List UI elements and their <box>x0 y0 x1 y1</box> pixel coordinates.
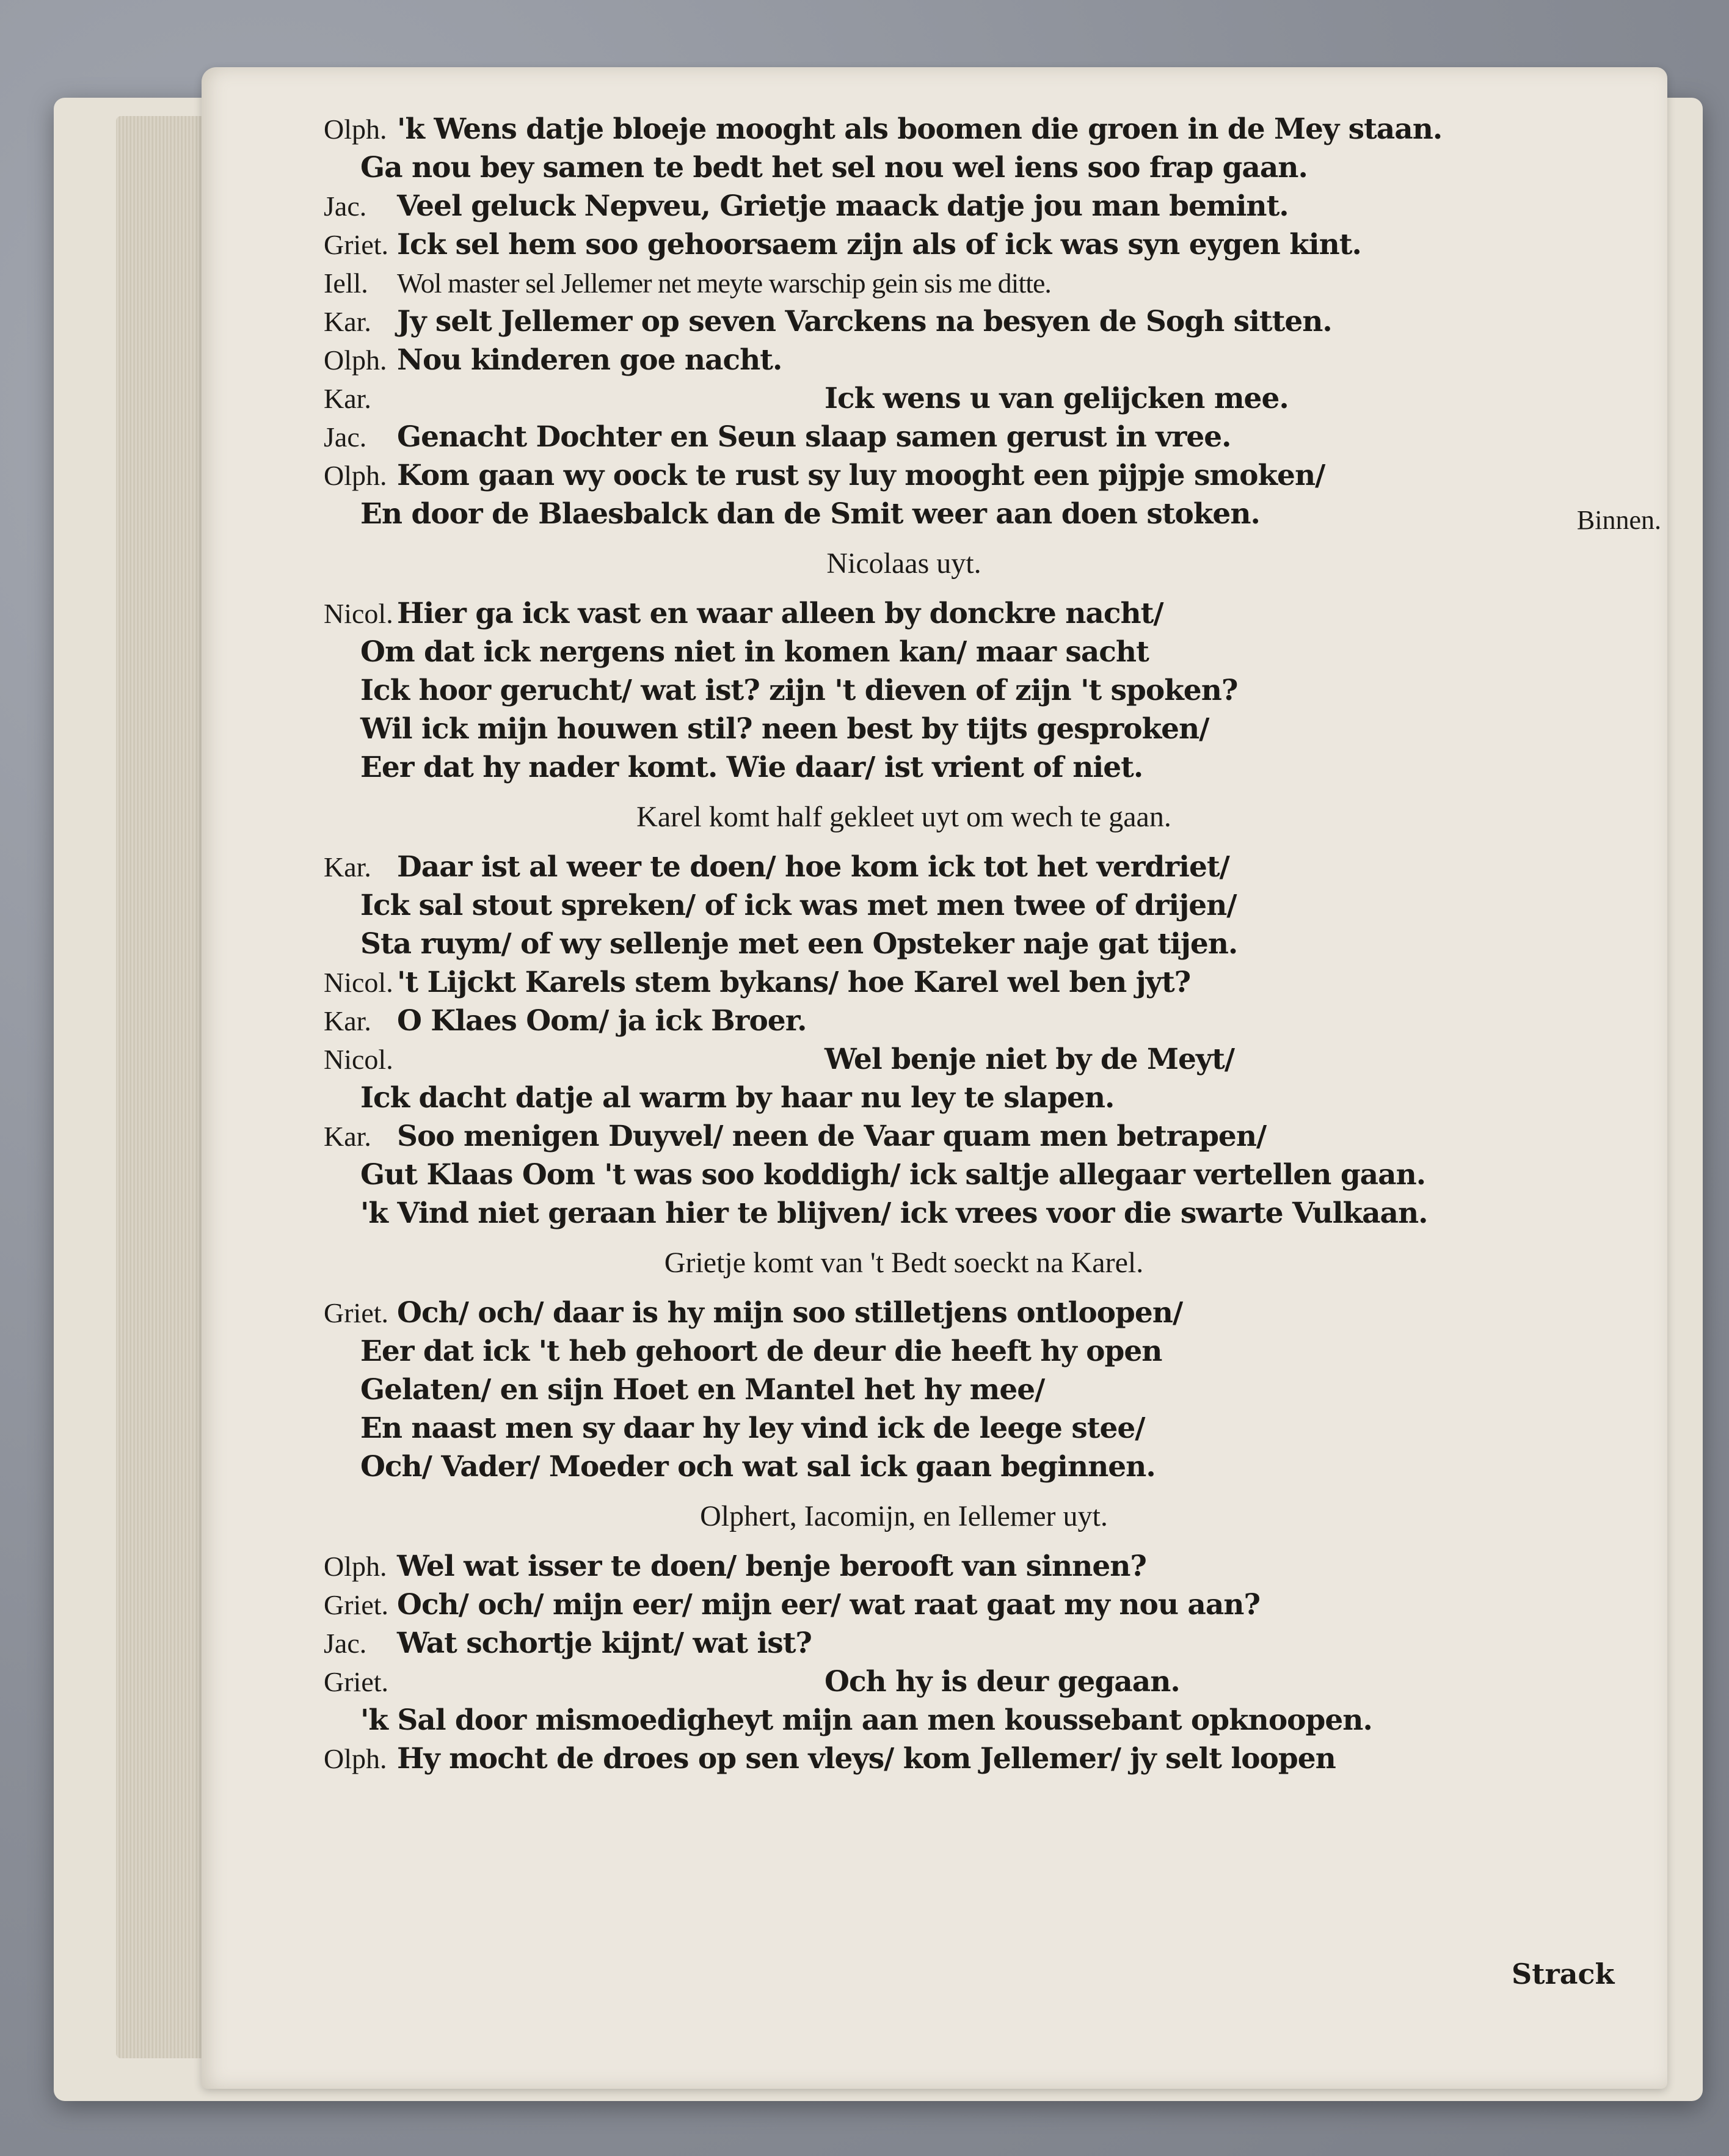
line-text: Jy selt Jellemer op seven Varckens na besyen de Sogh sitten. <box>397 305 1332 338</box>
dialogue-line <box>324 225 1637 264</box>
dialogue-line <box>324 1624 1637 1663</box>
line-text: Wol master sel Jellemer net meyte warschip gein sis me ditte. <box>397 268 1051 299</box>
line-text: Hier ga ick vast en waar alleen by donckre nacht/ <box>397 597 1163 630</box>
dialogue-line <box>324 1371 1637 1409</box>
line-text: 'k Vind niet geraan hier te blijven/ ick vrees voor die swarte Vulkaan. <box>360 1196 1428 1230</box>
dialogue-line <box>324 748 1637 787</box>
dialogue-line <box>324 379 1637 418</box>
play-text <box>324 110 1661 1778</box>
dialogue-line <box>324 886 1637 925</box>
dialogue-line <box>324 1294 1637 1332</box>
dialogue-line <box>324 963 1637 1002</box>
dialogue-line <box>324 1448 1637 1486</box>
speaker: Nicol. <box>324 967 393 998</box>
line-text: Kom gaan wy oock te rust sy luy mooght een pijpje smoken/ <box>397 459 1325 492</box>
dialogue-line <box>324 418 1637 456</box>
dialogue-line <box>324 110 1637 148</box>
line-text: 'k Sal door mismoedigheyt mijn aan men koussebant opknoopen. <box>360 1703 1372 1737</box>
dialogue-line <box>324 1547 1637 1586</box>
line-text: Och/ Vader/ Moeder och wat sal ick gaan beginnen. <box>360 1450 1156 1484</box>
speaker: Kar. <box>324 383 371 414</box>
line-text: Om dat ick nergens niet in komen kan/ maar sacht <box>360 635 1149 669</box>
catchword: Strack <box>1512 1958 1615 1990</box>
speaker: Kar. <box>324 851 371 883</box>
line-text: En naast men sy daar hy ley vind ick de leege stee/ <box>360 1411 1145 1445</box>
speaker: Griet. <box>324 1666 389 1697</box>
speaker: Jac. <box>324 191 367 222</box>
line-text: Och/ och/ mijn eer/ mijn eer/ wat raat gaat my nou aan? <box>397 1588 1261 1622</box>
speaker: Olph. <box>324 1551 387 1582</box>
line-text: Wil ick mijn houwen stil? neen best by tijts gesproken/ <box>360 712 1209 746</box>
line-text: Och/ och/ daar is hy mijn soo stilletjens ontloopen/ <box>397 1296 1183 1330</box>
section-2 <box>324 594 1637 787</box>
line-text: 'k Wens datje bloeje mooght als boomen die groen in de Mey staan. <box>397 112 1443 146</box>
dialogue-line <box>324 633 1637 671</box>
dialogue-line <box>324 1117 1637 1156</box>
line-text: Gelaten/ en sijn Hoet en Mantel het hy mee/ <box>360 1373 1045 1407</box>
speaker: Nicol. <box>324 1044 393 1075</box>
speaker: Kar. <box>324 1005 371 1036</box>
dialogue-line <box>324 1002 1637 1040</box>
speaker: Jac. <box>324 421 367 453</box>
dialogue-line <box>324 848 1637 886</box>
speaker: Iell. <box>324 268 368 299</box>
stage-direction: Karel komt half gekleet uyt om wech te gaan. <box>636 801 1171 833</box>
dialogue-line <box>324 1409 1637 1448</box>
line-text: O Klaes Oom/ ja ick Broer. <box>397 1004 807 1038</box>
line-text: Eer dat ick 't heb gehoort de deur die heeft hy open <box>360 1335 1162 1368</box>
dialogue-line <box>324 594 1637 633</box>
speaker: Olph. <box>324 344 387 376</box>
line-text: Soo menigen Duyvel/ neen de Vaar quam men betrapen/ <box>397 1120 1267 1153</box>
section-3 <box>324 848 1637 1233</box>
dialogue-line <box>324 1586 1637 1624</box>
section-1 <box>324 110 1661 535</box>
line-text: Och hy is deur gegaan. <box>824 1665 1180 1699</box>
speaker: Jac. <box>324 1628 367 1659</box>
speaker: Olph. <box>324 1743 387 1774</box>
dialogue-line <box>324 456 1637 495</box>
dialogue-line <box>324 1156 1637 1194</box>
line-text: Genacht Dochter en Seun slaap samen gerust in vree. <box>397 420 1231 454</box>
stage-aside: Binnen. <box>1576 505 1661 535</box>
dialogue-line <box>324 495 1661 535</box>
line-text: Ick wens u van gelijcken mee. <box>824 382 1289 415</box>
line-text: En door de Blaesbalck dan de Smit weer aan doen stoken. <box>360 497 1260 531</box>
dialogue-line <box>324 264 1637 302</box>
line-text: Wat schortje kijnt/ wat ist? <box>397 1626 812 1660</box>
dialogue-line <box>324 148 1637 187</box>
line-text: Ga nou bey samen te bedt het sel nou wel iens soo frap gaan. <box>360 151 1308 184</box>
speaker: Nicol. <box>324 598 393 629</box>
line-text: Eer dat hy nader komt. Wie daar/ ist vrient of niet. <box>360 751 1143 784</box>
speaker: Olph. <box>324 114 387 145</box>
line-text: Daar ist al weer te doen/ hoe kom ick tot het verdriet/ <box>397 850 1229 884</box>
dialogue-line <box>324 925 1637 963</box>
line-text: Wel wat isser te doen/ benje berooft van sinnen? <box>397 1550 1146 1583</box>
dialogue-line <box>324 1701 1637 1739</box>
line-text: Gut Klaas Oom 't was soo koddigh/ ick saltje allegaar vertellen gaan. <box>360 1158 1426 1192</box>
speaker: Olph. <box>324 460 387 491</box>
line-text: 't Lijckt Karels stem bykans/ hoe Karel wel ben jyt? <box>397 966 1191 999</box>
speaker: Kar. <box>324 1121 371 1152</box>
dialogue-line <box>324 1040 1637 1079</box>
dialogue-line <box>324 1739 1637 1778</box>
speaker: Griet. <box>324 1297 389 1328</box>
section-4 <box>324 1294 1637 1486</box>
line-text: Sta ruym/ of wy sellenje met een Opsteker naje gat tijen. <box>360 927 1238 961</box>
dialogue-line <box>324 1332 1637 1371</box>
line-text: Ick dacht datje al warm by haar nu ley te slapen. <box>360 1081 1115 1115</box>
line-text: Hy mocht de droes op sen vleys/ kom Jellemer/ jy selt loopen <box>397 1742 1336 1775</box>
section-5 <box>324 1547 1637 1778</box>
line-text: Ick sel hem soo gehoorsaem zijn als of ick was syn eygen kint. <box>397 228 1361 261</box>
dialogue-line <box>324 671 1637 710</box>
dialogue-line <box>324 1194 1637 1233</box>
dialogue-line <box>324 1663 1637 1701</box>
line-text: Ick hoor gerucht/ wat ist? zijn 't dieven of zijn 't spoken? <box>360 674 1238 707</box>
stage-direction: Grietje komt van 't Bedt soeckt na Karel. <box>664 1247 1144 1279</box>
line-text: Veel geluck Nepveu, Grietje maack datje jou man bemint. <box>397 189 1289 223</box>
dialogue-line <box>324 187 1637 225</box>
stage-direction: Olphert, Iacomijn, en Iellemer uyt. <box>700 1500 1108 1532</box>
line-text: Ick sal stout spreken/ of ick was met men twee of drijen/ <box>360 889 1237 922</box>
speaker: Griet. <box>324 1589 389 1620</box>
line-text: Nou kinderen goe nacht. <box>397 343 782 377</box>
dialogue-line <box>324 341 1637 379</box>
stage-direction: Nicolaas uyt. <box>826 547 981 580</box>
line-text: Wel benje niet by de Meyt/ <box>824 1043 1235 1076</box>
dialogue-line <box>324 302 1637 341</box>
speaker: Griet. <box>324 229 389 260</box>
speaker: Kar. <box>324 306 371 337</box>
dialogue-line <box>324 1079 1637 1117</box>
dialogue-line <box>324 710 1637 748</box>
